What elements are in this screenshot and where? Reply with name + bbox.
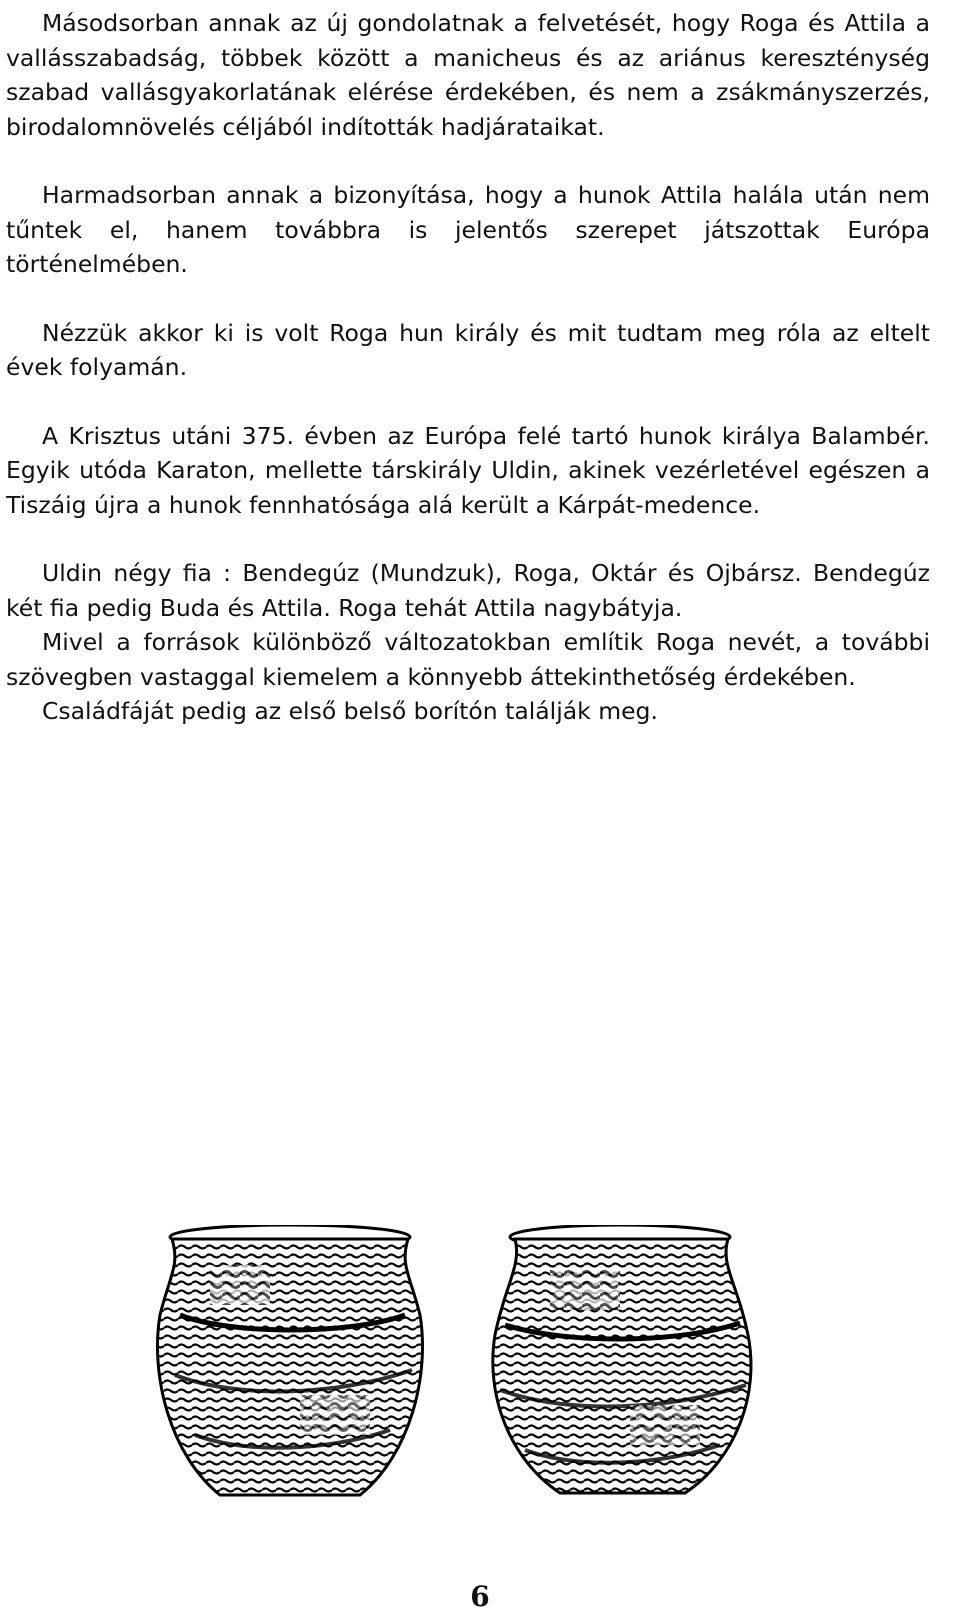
page-number: 6 (470, 1580, 490, 1613)
paragraph-2: Harmadsorban annak a bizonyítása, hogy a hunok Attila halála után nem tűntek el, hanem továbbra is jelentős szerepet játszottak Európa történelmében. (6, 181, 930, 278)
body-text (6, 6, 930, 729)
paragraph-3: Nézzük akkor ki is volt Roga hun király és mit tudtam meg róla az eltelt évek folyamán. (6, 318, 930, 381)
paragraph-6: Mivel a források különböző változatokban említik Roga nevét, a további szövegben vastaggal kiemelem a könnyebb áttekinthetőség érdekében. (6, 628, 930, 691)
clay-pots-image (150, 1225, 790, 1515)
paragraph-5: Uldin négy fia : Bendegúz (Mundzuk), Roga, Oktár és Ojbársz. Bendegúz két fia pedig Buda és Attila. Roga tehát Attila nagybátyja. (6, 559, 930, 622)
paragraph-4: A Krisztus utáni 375. évben az Európa felé tartó hunok királya Balambér. Egyik utóda Karaton, mellette társkirály Uldin, akinek vezérletével egészen a Tiszáig újra a hunok fennhatósága alá került a Kárpát-medence. (6, 421, 930, 519)
paragraph-1: Másodsorban annak az új gondolatnak a felvetését, hogy Roga és Attila a vallásszabadság, többek között a manicheus és az ariánus kereszténység szabad vallásgyakorlatának elérése érdekében, és nem a zsákmányszerzés, birodalomnövelés céljából indították hadjárataikat. (6, 9, 930, 141)
left-pot (158, 1225, 423, 1495)
pottery-illustration (150, 1225, 790, 1515)
paragraph-7: Családfáját pedig az első belső borítón találják meg. (42, 697, 658, 725)
right-pot (493, 1225, 751, 1493)
